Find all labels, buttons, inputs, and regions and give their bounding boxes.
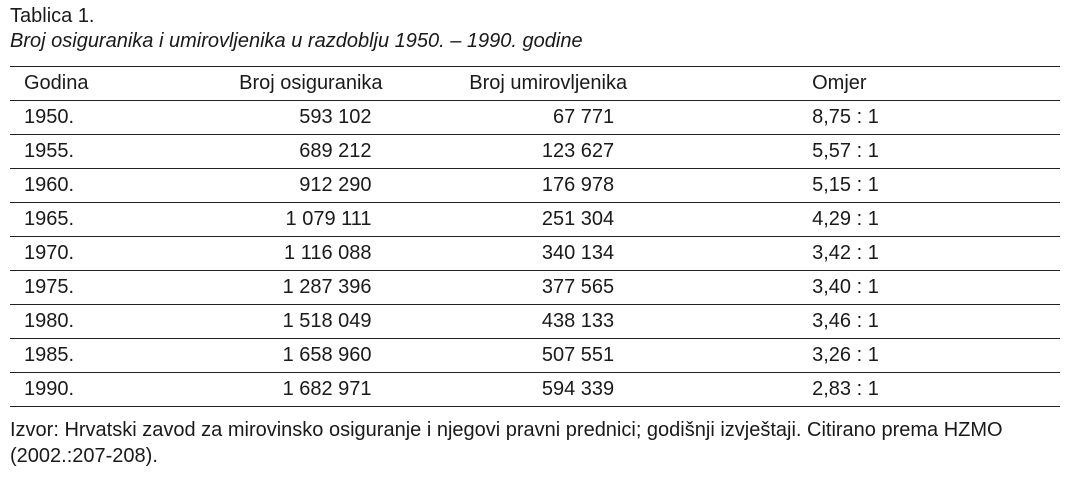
cell-year: 1970. xyxy=(10,237,162,271)
data-table xyxy=(10,66,1060,407)
table-header xyxy=(10,67,1060,101)
cell-insured: 912 290 xyxy=(162,169,385,203)
table-row xyxy=(10,169,1060,203)
cell-ratio: 2,83 : 1 xyxy=(662,373,1060,407)
cell-insured: 1 682 971 xyxy=(162,373,385,407)
cell-insured: 1 079 111 xyxy=(162,203,385,237)
cell-retired: 67 771 xyxy=(385,101,663,135)
cell-retired: 176 978 xyxy=(385,169,663,203)
source-note: Izvor: Hrvatski zavod za mirovinsko osiguranje i njegovi pravni prednici; godišnji izvještaji. Citirano prema HZMO (2002.:207-208). xyxy=(10,419,1003,467)
header-insured: Broj osiguranika xyxy=(162,67,385,101)
cell-insured: 1 658 960 xyxy=(162,339,385,373)
cell-retired: 340 134 xyxy=(385,237,663,271)
table-row xyxy=(10,203,1060,237)
cell-insured: 689 212 xyxy=(162,135,385,169)
cell-year: 1975. xyxy=(10,271,162,305)
table-caption: Broj osiguranika i umirovljenika u razdoblju 1950. – 1990. godine xyxy=(10,30,583,52)
cell-ratio: 3,42 : 1 xyxy=(662,237,1060,271)
cell-ratio: 8,75 : 1 xyxy=(662,101,1060,135)
cell-insured: 1 116 088 xyxy=(162,237,385,271)
cell-year: 1960. xyxy=(10,169,162,203)
cell-ratio: 3,26 : 1 xyxy=(662,339,1060,373)
cell-year: 1980. xyxy=(10,305,162,339)
cell-retired: 377 565 xyxy=(385,271,663,305)
cell-year: 1985. xyxy=(10,339,162,373)
cell-year: 1950. xyxy=(10,101,162,135)
cell-insured: 593 102 xyxy=(162,101,385,135)
table-row xyxy=(10,339,1060,373)
table-label: Tablica 1. xyxy=(10,5,95,27)
cell-ratio: 3,46 : 1 xyxy=(662,305,1060,339)
cell-ratio: 3,40 : 1 xyxy=(662,271,1060,305)
cell-insured: 1 287 396 xyxy=(162,271,385,305)
header-year: Godina xyxy=(10,67,162,101)
header-row xyxy=(10,67,1060,101)
document-page xyxy=(10,0,1062,469)
cell-retired: 251 304 xyxy=(385,203,663,237)
cell-ratio: 5,57 : 1 xyxy=(662,135,1060,169)
cell-ratio: 5,15 : 1 xyxy=(662,169,1060,203)
cell-year: 1965. xyxy=(10,203,162,237)
cell-insured: 1 518 049 xyxy=(162,305,385,339)
table-row xyxy=(10,101,1060,135)
table-row xyxy=(10,373,1060,407)
cell-year: 1955. xyxy=(10,135,162,169)
table-row xyxy=(10,237,1060,271)
cell-retired: 438 133 xyxy=(385,305,663,339)
table-row xyxy=(10,135,1060,169)
table-row xyxy=(10,305,1060,339)
cell-retired: 123 627 xyxy=(385,135,663,169)
cell-ratio: 4,29 : 1 xyxy=(662,203,1060,237)
cell-year: 1990. xyxy=(10,373,162,407)
table-body xyxy=(10,101,1060,407)
table-row xyxy=(10,271,1060,305)
header-retired: Broj umirovljenika xyxy=(385,67,663,101)
cell-retired: 507 551 xyxy=(385,339,663,373)
header-ratio: Omjer xyxy=(662,67,1060,101)
cell-retired: 594 339 xyxy=(385,373,663,407)
